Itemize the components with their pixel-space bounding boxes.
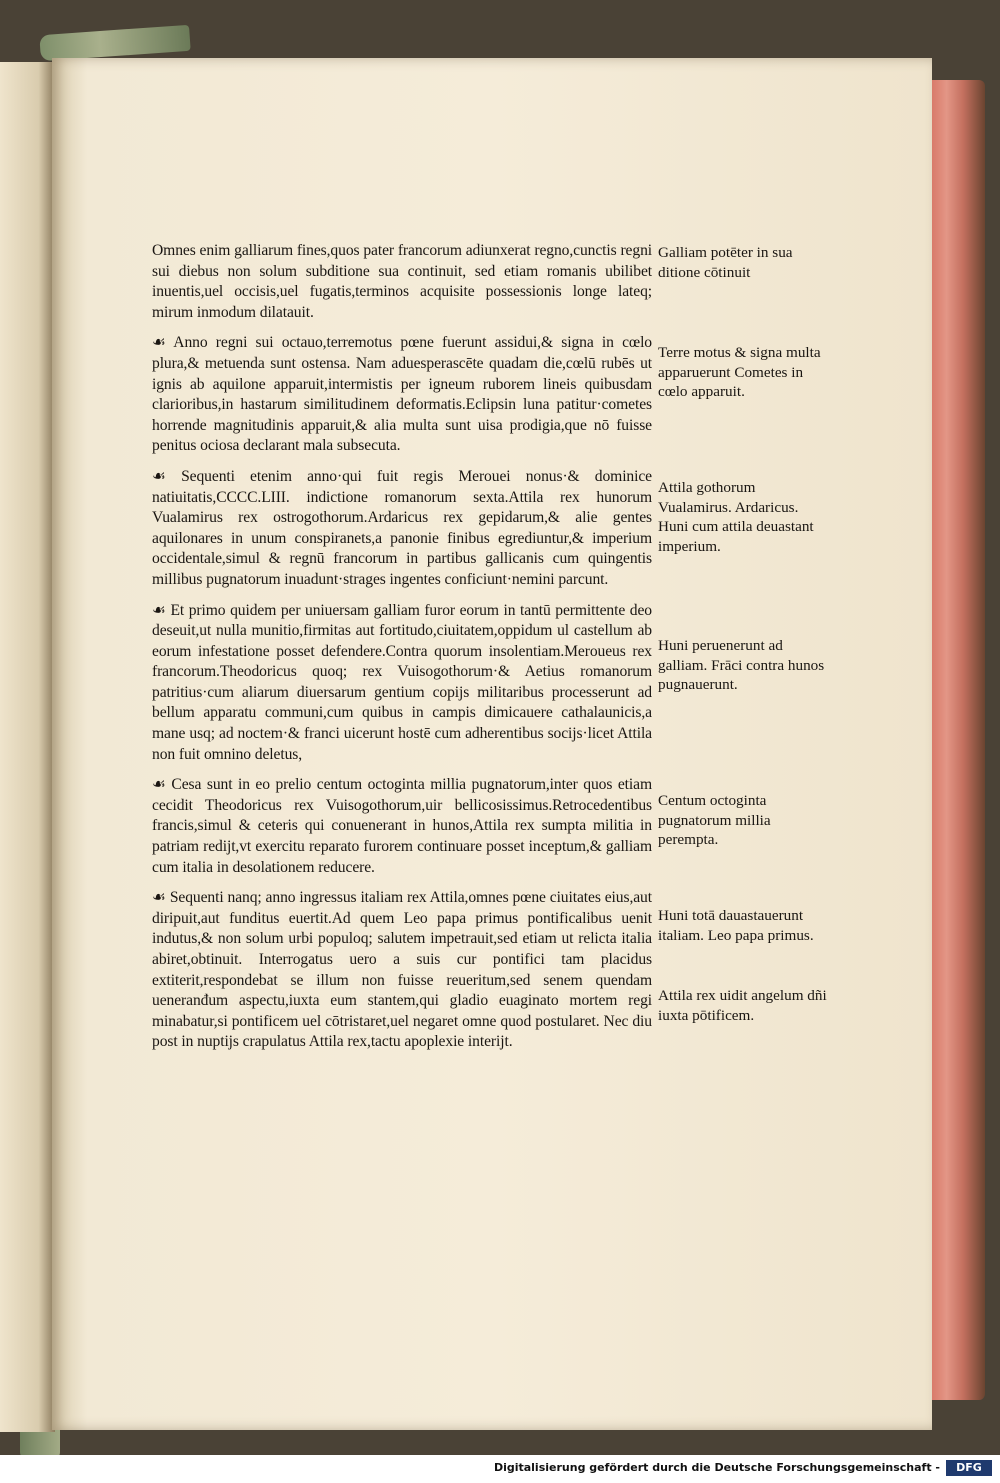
paragraph-6: ☙ Sequenti nanq; anno ingressus italiam rex Attila,omnes pœne ciuitates eius,aut diripuit,aut funditus euertit.Ad quem Leo papa primus pontificalibus uenit indutus,& non solum urbi populoq; salutem impetrauit,sed etiam ut relicta italia abiret,obtinuit. Interrogatus uero a suis cur pontifici tam placidus extiterit,respondebat se illum non fuisse reueritum,sed senem quendam ueneranđum aspectu,iuxta eum stantem,qui gladio euaginato mortem regi minabatur,si pontificem uel cōtristaret,uel negaret omne quod postularet. Nec diu post in nuptijs crapulatus Attila rex,tactu apoplexie interijt. xyxy=(152,889,652,1051)
pilcrow-icon: ☙ xyxy=(152,776,166,794)
marginal-note-2: Terre motus & signa multa apparuerunt Cometes in cœlo apparuit. xyxy=(658,344,821,400)
paragraph-1: Omnes enim galliarum fines,quos pater francorum adiunxerat regno,cunctis regni sui diebus non solum subditione sua continuit, sed etiam romanis ubilibet inuentis,uel occisis,uel fugatis,terminos acquisite possessionis longe lateq; mirum inmodum dilatauit. xyxy=(152,242,652,321)
pilcrow-icon: ☙ xyxy=(152,334,166,352)
footer-bar xyxy=(0,1455,1000,1483)
dfg-logo: DFG xyxy=(946,1460,992,1476)
facing-page-edge xyxy=(0,62,55,1432)
marginal-note-4: Huni peruenerunt ad galliam. Frāci contra hunos pugnauerunt. xyxy=(658,637,825,693)
paragraph-2: ☙ Anno regni sui octauo,terremotus pœne fuerunt assidui,& signa in cœlo plura,& metuenda sunt ostensa. Nam aduesperascēte quadam die,cœlū rubēs ut ignis ab aquilone apparuit,intermistis per igneum ruborem lineis quibusdam clarioribus,in hastarum similitudinem deformatis.Eclipsin luna patitur·cometes horrende magnitudinis apparuit,& alia multa sunt uisa prodigia,que nō fuisse penitus ociosa declarant mala subsecuta. xyxy=(152,334,652,455)
paragraph-5: ☙ Cesa sunt in eo prelio centum octoginta millia pugnatorum,inter quos etiam cecidit Theodoricus rex Vuisogothorum,uir bellicosissimus.Retrocedentibus francis,simul & ceteris qui conuenerant in hunos,Attila rex sumpta militia in patriam redijt,vt exercitu reparato furorem continuare posset inceptum,& galliam cum italia in desolationem reducere. xyxy=(152,776,652,876)
paragraph-4: ☙ Et primo quidem per uniuersam galliam furor eorum in tantū permittente deo deseuit,ut nulla munitio,firmitas aut fortitudo,ciuitatem,oppidum ul castellum ab eorum infestatione posset defendere.Contra quorum insolentiam.Meroueus rex francorum.Theodoricus quoq; rex Vuisogothorum·& Aetius romanorum patritius·cum aliarum diuersarum gentium copijs militaribus processerunt ad bellum apparatu communi,cum quibus in campis dimicauere cathalaunicis,a mane usq; ad noctem·& franci uicerunt hostē cum adherentibus socijs·licet Attila non fuit omnino deletus, xyxy=(152,601,652,763)
marginal-note-5: Centum octoginta pugnatorum millia perempta. xyxy=(658,792,771,848)
marginal-note-7: Attila rex uidit angelum dñi iuxta pōtificem. xyxy=(658,987,827,1024)
ribbon-bookmark xyxy=(39,25,190,61)
marginal-note-3: Attila gothorum Vualamirus. Ardaricus. Huni cum attila deuastant imperium. xyxy=(658,479,814,555)
printed-page xyxy=(52,58,932,1430)
pilcrow-icon: ☙ xyxy=(152,889,166,907)
marginal-note-1: Galliam potēter in sua ditione cōtinuit xyxy=(658,244,793,281)
main-text-column xyxy=(152,241,652,1063)
marginal-note-6: Huni totā dauastauerunt italiam. Leo papa primus. xyxy=(658,907,814,944)
funding-credit: Digitalisierung gefördert durch die Deutsche Forschungsgemeinschaft - xyxy=(493,1461,940,1474)
pilcrow-icon: ☙ xyxy=(152,601,166,619)
pilcrow-icon: ☙ xyxy=(152,467,166,485)
paragraph-3: ☙ Sequenti etenim anno·qui fuit regis Merouei nonus·& dominice natiuitatis,CCCC.LIII. indictione romanorum sexta.Attila rex hunorum Vualamirus rex ostrogothorum.Ardaricus rex gepidarum,& alie gentes aquilonares in unum conspiranets,a panonie finibus egrediuntur,& imperium occidentale,simul & regnū francorum in partibus gallicanis cum quingentis millibus pugnatorum inuadunt·strages ingentes conficiunt·nemini parcunt. xyxy=(152,467,652,588)
page-block-edge xyxy=(930,80,985,1400)
